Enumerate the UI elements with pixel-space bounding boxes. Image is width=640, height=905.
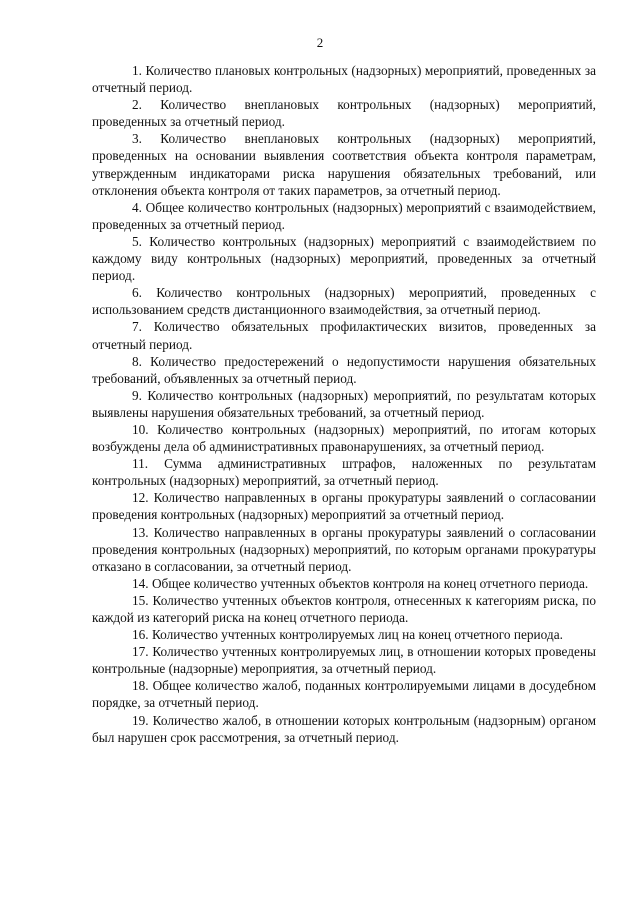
list-item: 19. Количество жалоб, в отношении которых контрольным (надзорным) органом был нарушен срок рассмотрения, за отчетный период. (92, 712, 596, 745)
page-number: 2 (316, 35, 324, 50)
list-item: 15. Количество учтенных объектов контроля, отнесенных к категориям риска, по каждой из категорий риска на конец отчетного периода. (92, 592, 596, 625)
list-item: 16. Количество учтенных контролируемых лиц на конец отчетного периода. (132, 627, 563, 643)
list-item: 17. Количество учтенных контролируемых лиц, в отношении которых проведены контрольные (надзорные) мероприятия, за отчетный период. (92, 644, 596, 677)
list-item: 11. Сумма административных штрафов, наложенных по результатам контрольных (надзорных) мероприятий, за отчетный период. (92, 456, 596, 489)
list-item: 4. Общее количество контрольных (надзорных) мероприятий с взаимодействием, проведенных за отчетный период. (92, 199, 596, 232)
list-item: 6. Количество контрольных (надзорных) мероприятий, проведенных с использованием средств дистанционного взаимодействия, за отчетный период. (92, 285, 596, 318)
list-item: 1. Количество плановых контрольных (надзорных) мероприятий, проведенных за отчетный период. (92, 63, 596, 96)
list-item: 12. Количество направленных в органы прокуратуры заявлений о согласовании проведения контрольных (надзорных) мероприятий за отчетный период. (92, 490, 596, 523)
list-item: 14. Общее количество учтенных объектов контроля на конец отчетного периода. (132, 575, 589, 591)
list-item: 9. Количество контрольных (надзорных) мероприятий, по результатам которых выявлены нарушения обязательных требований, за отчетный период. (92, 387, 596, 420)
document-body (92, 62, 596, 746)
list-item: 8. Количество предостережений о недопустимости нарушения обязательных требований, объявленных за отчетный период. (92, 353, 596, 386)
list-item: 7. Количество обязательных профилактических визитов, проведенных за отчетный период. (92, 319, 596, 352)
list-item: 10. Количество контрольных (надзорных) мероприятий, по итогам которых возбуждены дела об административных правонарушениях, за отчетный период. (92, 421, 596, 455)
list-item: 2. Количество внеплановых контрольных (надзорных) мероприятий, проведенных за отчетный период. (92, 97, 596, 130)
list-item: 5. Количество контрольных (надзорных) мероприятий с взаимодействием по каждому виду контрольных (надзорных) мероприятий, проведенных за отчетный период. (92, 233, 596, 284)
list-item: 3. Количество внеплановых контрольных (надзорных) мероприятий, проведенных на основании выявления соответствия объекта контроля параметрам, утвержденным индикаторами риска нарушения обязательных требований, или отклонения объекта контроля от таких параметров, за отчетный период. (92, 131, 596, 198)
list-item: 13. Количество направленных в органы прокуратуры заявлений о согласовании проведения контрольных (надзорных) мероприятий, по которым органами прокуратуры отказано в согласовании, за отчетный период. (92, 524, 596, 574)
list-item: 18. Общее количество жалоб, поданных контролируемыми лицами в досудебном порядке, за отчетный период. (92, 678, 596, 711)
